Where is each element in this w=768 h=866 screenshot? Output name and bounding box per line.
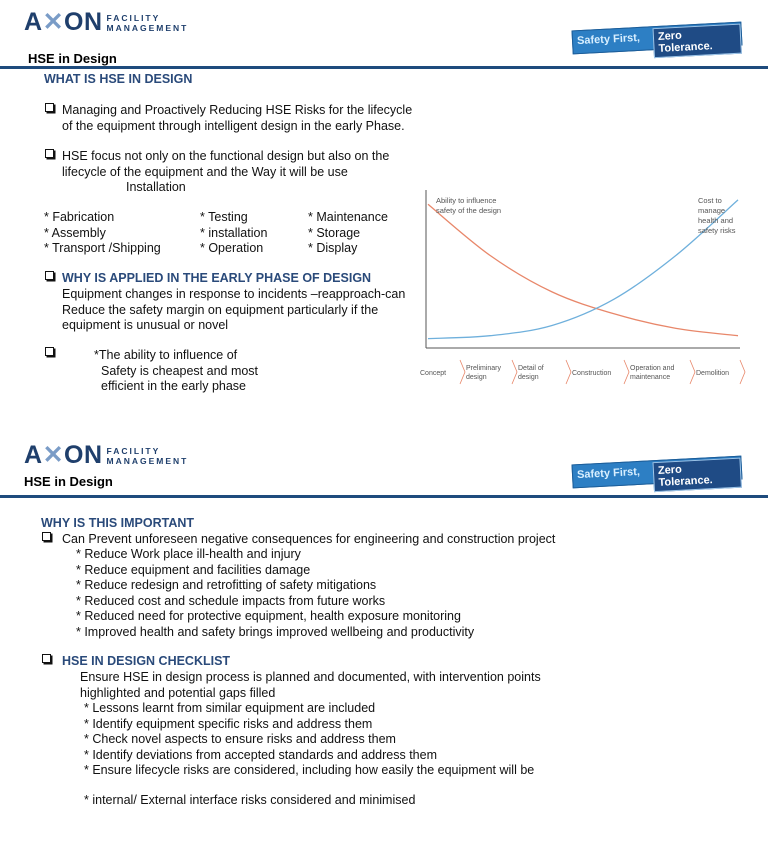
header-rule — [0, 66, 768, 69]
checklist-intro: Ensure HSE in design process is planned and documented, with intervention points highlighted and potential gaps filled — [80, 670, 541, 700]
stage-arrow-icon — [690, 360, 695, 384]
cost-series-label: Cost to manage health and safety risks — [698, 196, 736, 235]
bullet-text: Managing and Proactively Reducing HSE Risks for the lifecycle of the equipment through intelligent design in the early Phase. — [62, 103, 413, 133]
lifecycle-grid: * Fabrication * Testing * Maintenance * Assembly * installation * Storage * Transport /Shipping * Operation * Display — [44, 210, 388, 255]
stage-label: Concept — [420, 370, 447, 377]
checklist — [84, 701, 534, 779]
stage-label: Operation and maintenance — [630, 365, 675, 381]
checkbox-bullet-icon — [45, 271, 54, 280]
checkbox-bullet-icon — [45, 149, 54, 158]
slide-title: HSE in Design — [28, 51, 117, 66]
logo-wordmark: A✕ON — [24, 441, 103, 469]
stage-arrow-icon — [566, 360, 571, 384]
cost-series-line — [428, 200, 738, 339]
checkbox-bullet-icon — [42, 654, 51, 663]
stage-arrow-icon — [740, 360, 745, 384]
checkbox-bullet-icon — [45, 103, 54, 112]
safety-banner: Safety First, Zero Tolerance. — [571, 22, 742, 55]
list-item: * Reduced need for protective equipment, health exposure monitoring — [76, 609, 461, 623]
checkbox-bullet-icon — [45, 347, 54, 356]
stage-arrow-icon — [624, 360, 629, 384]
list-item: * Reduce redesign and retrofitting of safety mitigations — [76, 578, 377, 592]
stage-axis — [420, 360, 745, 384]
list-item: * Identify deviations from accepted standards and address them — [84, 747, 437, 762]
axon-logo — [24, 443, 188, 468]
importance-list — [76, 547, 474, 640]
stage-label: Construction — [572, 370, 612, 377]
list-item: * Check novel aspects to ensure risks and address them — [84, 732, 396, 746]
stage-label: Preliminary design — [466, 365, 502, 381]
slide-title: HSE in Design — [24, 474, 113, 489]
bullet-text: *The ability to influence of Safety is cheapest and most efficient in the early phase — [94, 348, 259, 393]
list-item: * Lessons learnt from similar equipment are included — [84, 701, 376, 715]
list-item: * Improved health and safety brings improved wellbeing and productivity — [76, 624, 475, 639]
section-text: Equipment changes in response to incidents –reapproach-can Reduce the safety margin on equipment particularly if the equipment is unusual or novel — [62, 287, 406, 332]
stage-label: Demolition — [696, 370, 730, 377]
section-heading: WHY IS APPLIED IN THE EARLY PHASE OF DESIGN — [62, 271, 372, 285]
list-item: * Identify equipment specific risks and address them — [84, 716, 373, 731]
hse-influence-chart — [418, 185, 748, 390]
stage-arrow-icon — [512, 360, 517, 384]
stage-label: Detail of design — [518, 365, 544, 381]
logo-subtitle: FACILITY MANAGEMENT — [106, 445, 189, 466]
ability-series-label: Ability to influence safety of the design — [436, 196, 502, 215]
list-item: * Reduced cost and schedule impacts from future works — [76, 593, 386, 608]
axon-logo — [24, 10, 188, 35]
safety-banner: Safety First, Zero Tolerance. — [571, 456, 742, 489]
list-item: * Reduce equipment and facilities damage — [76, 562, 311, 577]
stage-arrow-icon — [460, 360, 465, 384]
bullet-text: Can Prevent unforeseen negative consequences for engineering and construction project — [62, 532, 556, 546]
section-heading: WHAT IS HSE IN DESIGN — [44, 72, 193, 86]
section-heading: HSE IN DESIGN CHECKLIST — [62, 654, 231, 668]
checkbox-bullet-icon — [42, 532, 51, 541]
bullet-text: HSE focus not only on the functional design but also on the lifecycle of the equipment and the Way it will be use Installation — [62, 149, 390, 194]
ability-series-line — [428, 204, 738, 335]
header-rule — [0, 495, 768, 498]
logo-wordmark: A✕ON — [24, 8, 103, 36]
section-heading: WHY IS THIS IMPORTANT — [41, 516, 195, 530]
logo-subtitle: FACILITY MANAGEMENT — [106, 12, 189, 33]
list-item: * internal/ External interface risks considered and minimised — [84, 793, 416, 807]
list-item: * Reduce Work place ill-health and injury — [76, 547, 301, 561]
list-item: * Ensure lifecycle risks are considered, including how easily the equipment will be — [84, 763, 535, 777]
